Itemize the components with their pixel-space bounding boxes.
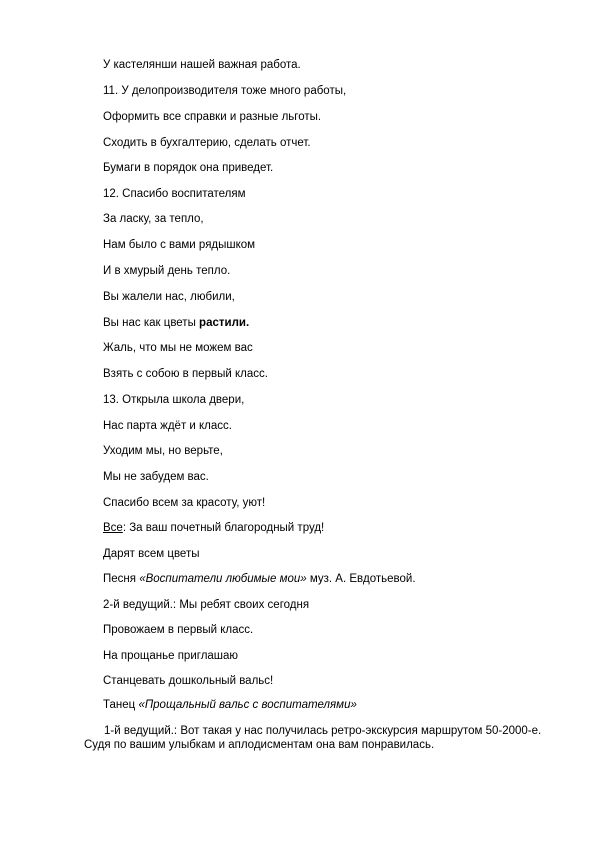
text-line-1: У кастелянши нашей важная работа. [103, 59, 301, 71]
dance-prefix: Танец [103, 699, 139, 711]
text-paragraph-final: 1-й ведущий.: Вот такая у нас получилась ретро-экскурсия маршрутом 50-2000-е. Судя по вашим улыбкам и аплодисментам она вам понравилась. [84, 725, 542, 751]
text-line-19-main: : За ваш почетный благородный труд! [122, 522, 325, 534]
text-line-13: Взять с собою в первый класс. [103, 368, 268, 380]
song-prefix: Песня [103, 573, 140, 585]
text-line-19 [103, 521, 324, 535]
song-title: «Воспитатели любимые мои» [139, 573, 307, 585]
text-line-5: Бумаги в порядок она приведет. [103, 162, 274, 174]
text-line-4: Сходить в бухгалтерию, сделать отчет. [103, 137, 311, 149]
text-line-11-main: Вы нас как цветы [103, 317, 200, 329]
text-line-21 [103, 572, 416, 586]
text-line-10: Вы жалели нас, любили, [103, 291, 235, 303]
text-line-23: Провожаем в первый класс. [103, 624, 254, 636]
text-line-9: И в хмурый день тепло. [103, 265, 231, 277]
text-line-15: Нас парта ждёт и класс. [103, 420, 232, 432]
text-line-11-bold: растили. [199, 317, 250, 329]
dance-title: «Прощальный вальс с воспитателями» [138, 699, 357, 711]
text-line-17: Мы не забудем вас. [103, 471, 209, 483]
text-line-20: Дарят всем цветы [103, 548, 200, 560]
text-line-25: Станцевать дошкольный вальс! [103, 675, 274, 687]
text-line-12: Жаль, что мы не можем вас [103, 342, 253, 354]
text-line-8: Нам было с вами рядышком [103, 239, 256, 251]
text-line-7: За ласку, за тепло, [103, 213, 204, 225]
all-label: Все [103, 522, 123, 534]
text-line-14: 13. Открыла школа двери, [103, 394, 245, 406]
text-line-3: Оформить все справки и разные льготы. [103, 111, 322, 123]
text-line-26 [103, 698, 357, 712]
text-line-24: На прощанье приглашаю [103, 650, 239, 662]
text-line-22: 2-й ведущий.: Мы ребят своих сегодня [103, 599, 310, 611]
text-line-16: Уходим мы, но верьте, [103, 445, 223, 457]
song-composer: муз. А. Евдотьевой. [306, 573, 416, 585]
text-line-11 [103, 316, 249, 330]
text-line-6: 12. Спасибо воспитателям [103, 188, 246, 200]
text-line-2: 11. У делопроизводителя тоже много работы, [103, 85, 347, 97]
text-line-18: Спасибо всем за красоту, уют! [103, 497, 266, 509]
